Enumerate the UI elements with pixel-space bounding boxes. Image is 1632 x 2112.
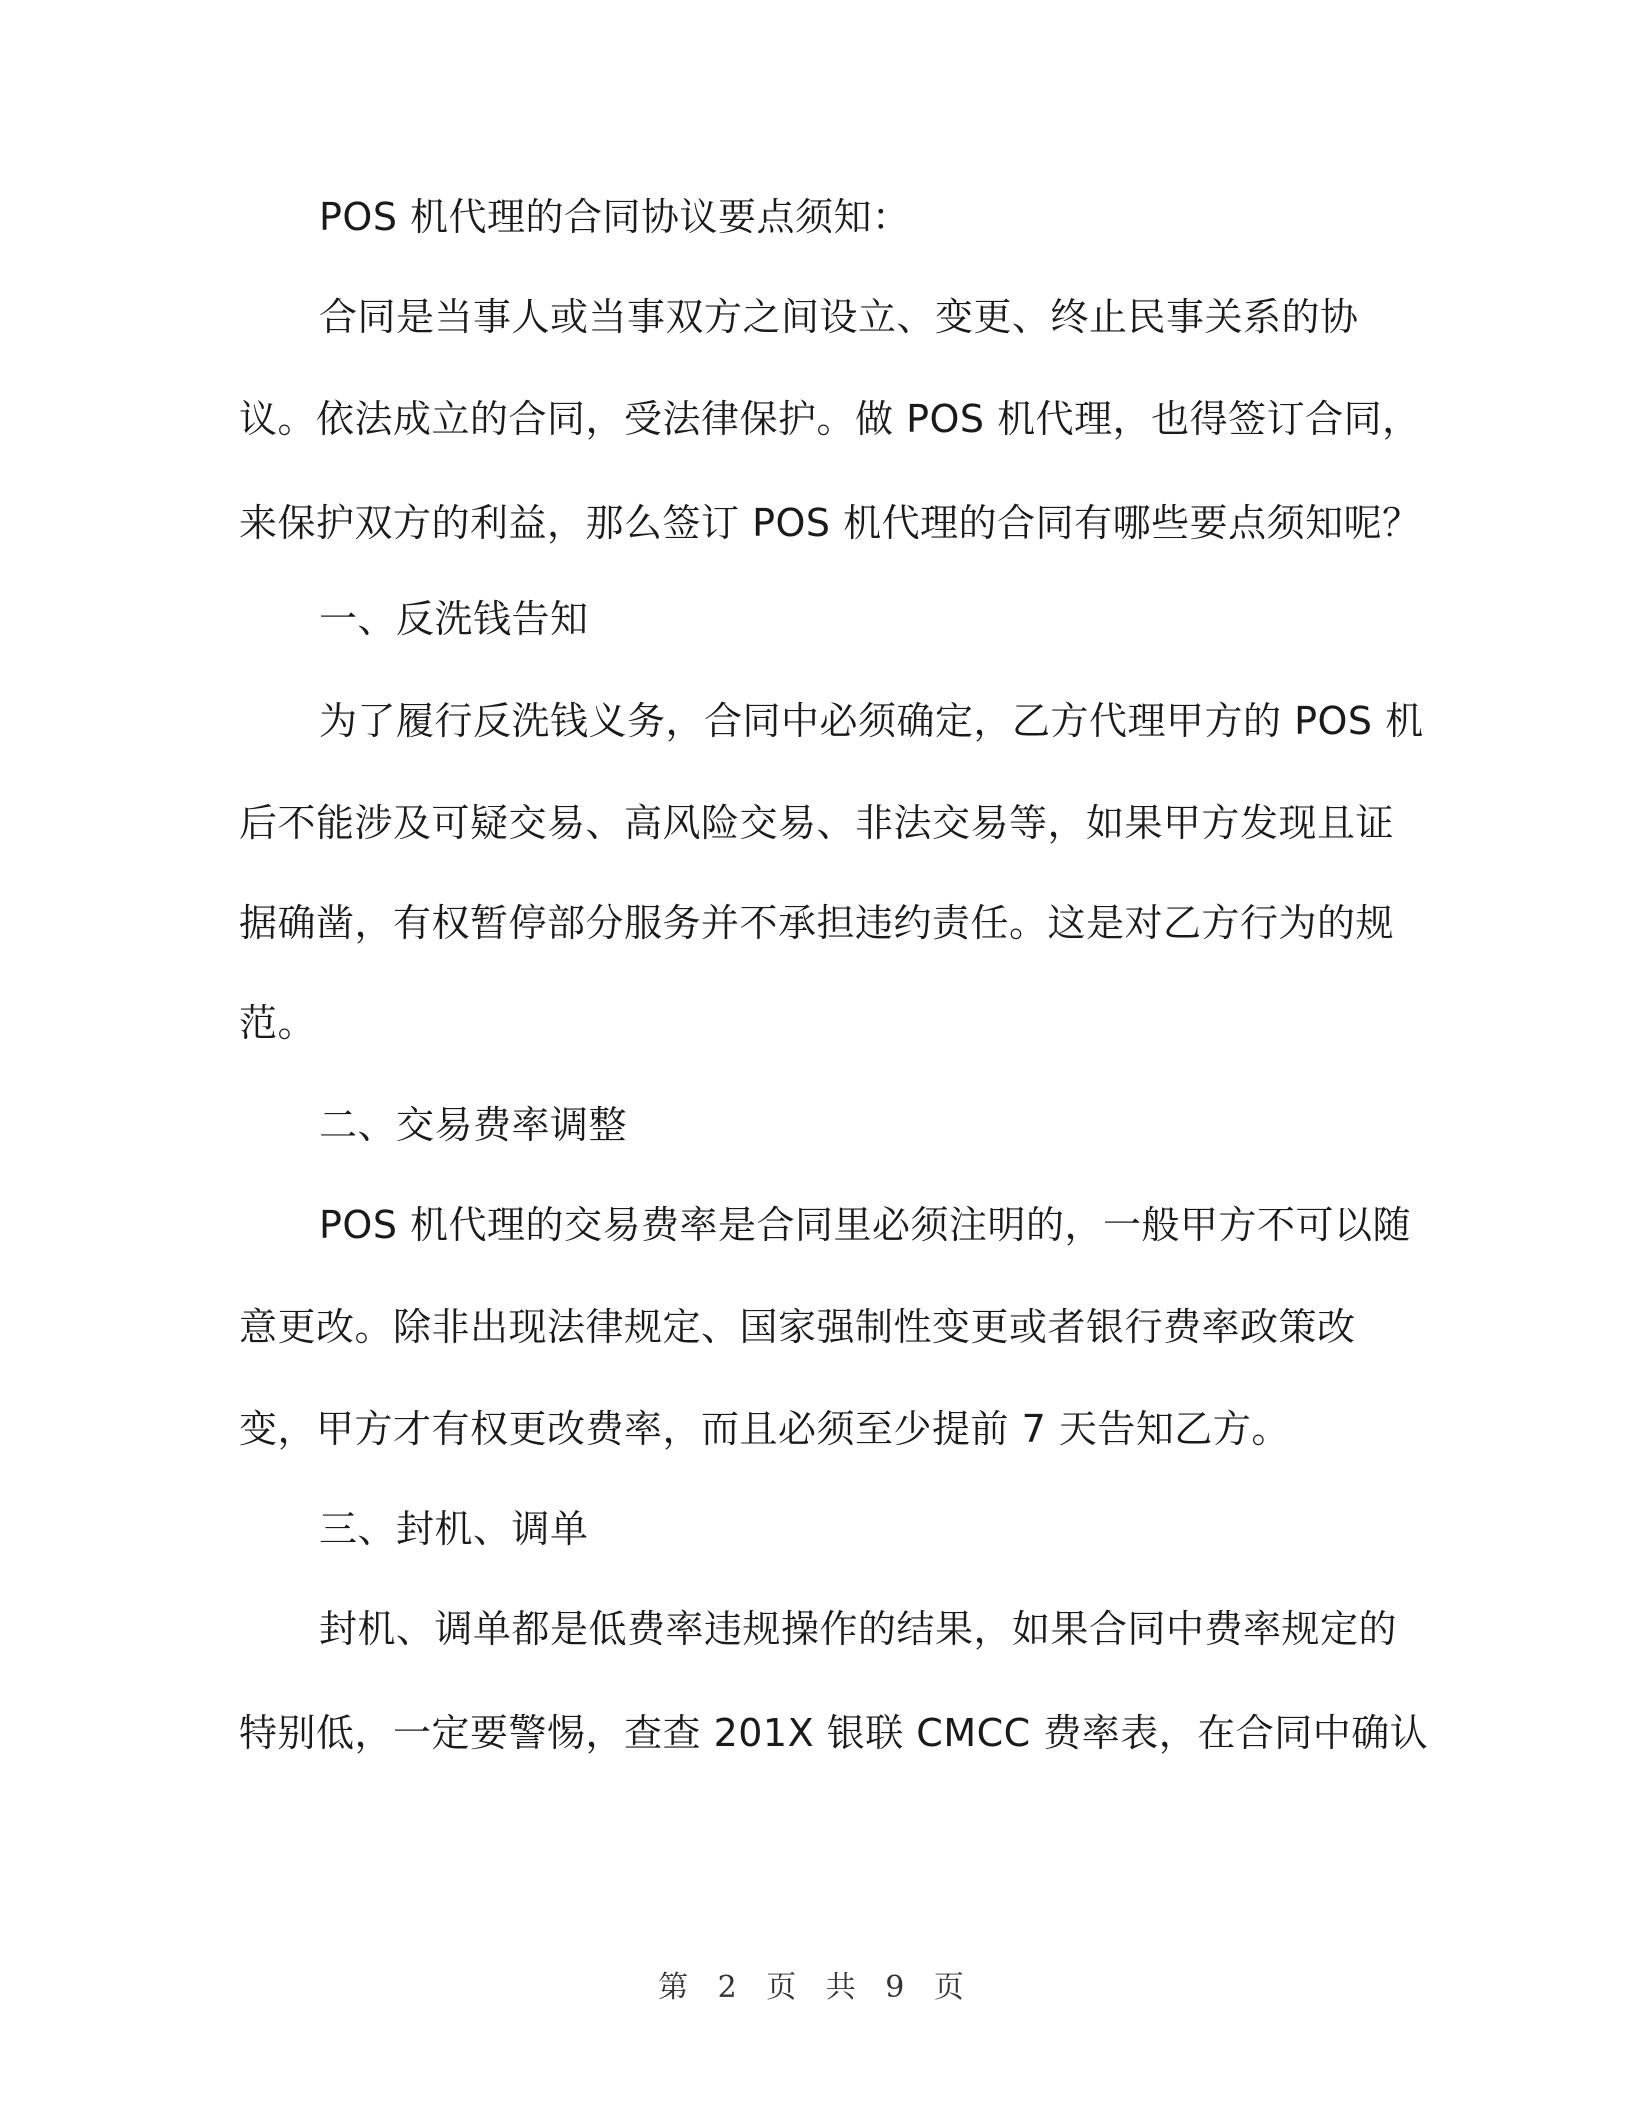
doc-title: POS 机代理的合同协议要点须知： xyxy=(319,195,911,239)
paragraph-line: POS 机代理的交易费率是合同里必须注明的，一般甲方不可以随 xyxy=(319,1203,1412,1247)
paragraph-line: 意更改。除非出现法律规定、国家强制性变更或者银行费率政策改 xyxy=(239,1305,1356,1349)
paragraph-line: 变，甲方才有权更改费率，而且必须至少提前 7 天告知乙方。 xyxy=(239,1407,1290,1451)
page-footer: 第 2 页 共 9 页 xyxy=(658,1970,974,2005)
section-heading-3: 三、封机、调单 xyxy=(319,1507,589,1551)
paragraph-line: 议。依法成立的合同，受法律保护。做 POS 机代理，也得签订合同， xyxy=(239,397,1421,441)
paragraph-line: 后不能涉及可疑交易、高风险交易、非法交易等，如果甲方发现且证 xyxy=(239,801,1395,845)
paragraph-line: 特别低，一定要警惕，查查 201X 银联 CMCC 费率表，在合同中确认 xyxy=(239,1711,1429,1755)
paragraph-line: 范。 xyxy=(239,1001,317,1045)
paragraph-line: 封机、调单都是低费率违规操作的结果，如果合同中费率规定的 xyxy=(319,1607,1398,1651)
paragraph-line: 据确凿，有权暂停部分服务并不承担违约责任。这是对乙方行为的规 xyxy=(239,901,1395,945)
section-heading-1: 一、反洗钱告知 xyxy=(319,597,589,641)
section-heading-2: 二、交易费率调整 xyxy=(319,1103,628,1147)
paragraph-line: 合同是当事人或当事双方之间设立、变更、终止民事关系的协 xyxy=(319,295,1359,339)
paragraph-line: 来保护双方的利益，那么签订 POS 机代理的合同有哪些要点须知呢？ xyxy=(239,501,1421,545)
paragraph-line: 为了履行反洗钱义务，合同中必须确定，乙方代理甲方的 POS 机 xyxy=(319,699,1424,743)
